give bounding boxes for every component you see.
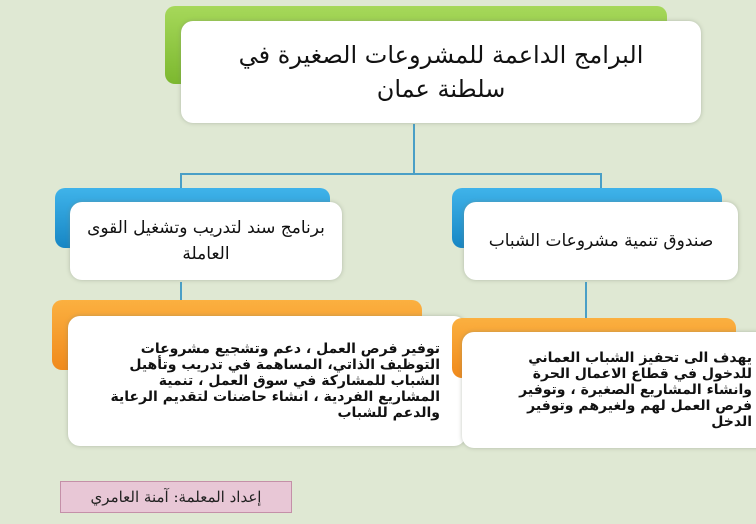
connector-root-down <box>413 124 415 174</box>
desc-sanad-text: توفير فرص العمل ، دعم وتشجيع مشروعات التوظيف الذاتي، المساهمة في تدريب وتأهيل الشباب للمشاركة في سوق العمل ، تنمية المشاريع الفردية ، انشاء حاضنات لتقديم الرعاية والدعم للشباب <box>110 341 440 421</box>
connector-left-sub <box>180 282 182 302</box>
desc-youth-fund-text: يهدف الى تحفيز الشباب العماني للدخول في قطاع الاعمال الحرة وانشاء المشاريع الصغيرة ، وتوفير فرص العمل لهم ولغيرهم وتوفير الدخل <box>519 350 752 430</box>
desc-youth-fund <box>464 334 756 446</box>
root-node <box>183 23 699 121</box>
branch-sanad <box>72 204 340 278</box>
desc-sanad <box>70 318 464 444</box>
connector-horizontal <box>180 173 602 175</box>
author-credit <box>60 481 292 513</box>
root-title: البرامج الداعمة للمشروعات الصغيرة في سلطنة عمان <box>238 41 644 103</box>
branch-youth-fund-label: صندوق تنمية مشروعات الشباب <box>488 231 714 251</box>
branch-sanad-label: برنامج سند لتدريب وتشغيل القوى العاملة <box>87 218 325 264</box>
connector-right-sub <box>585 282 587 320</box>
branch-youth-fund <box>466 204 736 278</box>
author-label: إعداد المعلمة: <box>173 488 262 506</box>
author-name: آمنة العامري <box>90 488 169 506</box>
